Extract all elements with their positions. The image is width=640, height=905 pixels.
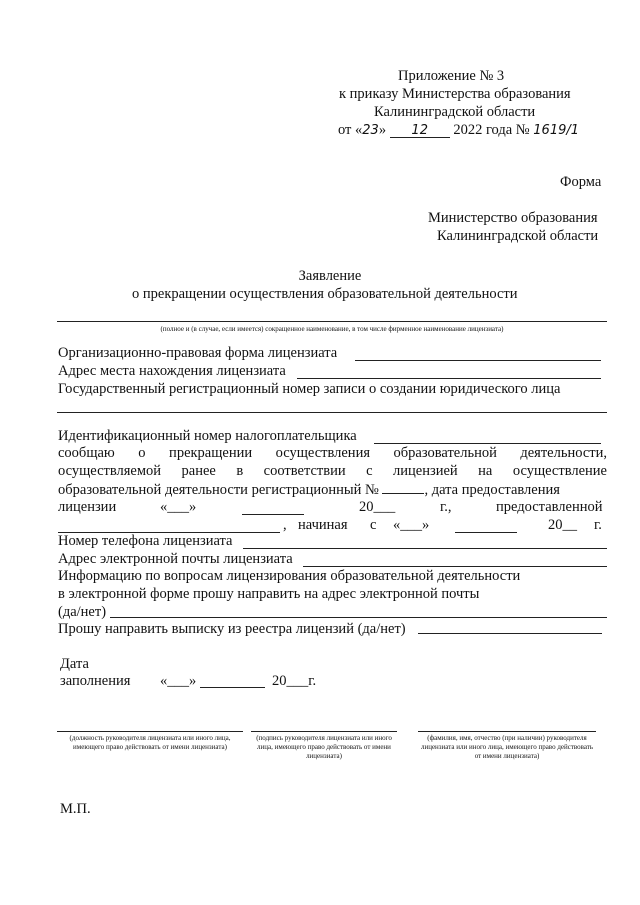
legal-form-line xyxy=(355,360,601,361)
fill-date-label2: заполнения xyxy=(60,673,131,689)
order-number: 1619/1 xyxy=(533,123,580,138)
position-line xyxy=(57,731,243,732)
start-year: 20__ xyxy=(548,517,577,533)
licensee-name-line xyxy=(57,321,607,322)
signature-caption: (подпись руководителя лицензиата или иного лица, имеющего право действовать от имени лицензиата) xyxy=(256,734,392,760)
inn-line xyxy=(374,443,601,444)
header-appendix: Приложение № 3 xyxy=(398,68,505,84)
license-year: 20___ xyxy=(359,499,396,515)
addressee-line2: Калининградской области xyxy=(437,228,599,244)
email-label: Адрес электронной почты лицензиата xyxy=(58,551,293,567)
paragraph-line3 xyxy=(58,481,560,499)
inn-label: Идентификационный номер налогоплательщика xyxy=(58,428,357,444)
fill-date-quote: «___» xyxy=(160,673,197,689)
extract-label: Прошу направить выписку из реестра лицензий (да/нет) xyxy=(58,621,406,637)
reg-number-label: образовательной деятельности регистрационный № xyxy=(58,482,379,498)
ogrn-line xyxy=(57,412,607,413)
paragraph-line2: осуществляемой ранее в соответствии с лицензией на осуществление xyxy=(58,463,607,479)
starting-from: с xyxy=(370,517,377,533)
reg-number-field xyxy=(382,481,424,494)
fill-date-year: 20___г. xyxy=(272,673,317,689)
doc-subtitle: о прекращении осуществления образовательной деятельности xyxy=(132,286,518,302)
info-line1: Информацию по вопросам лицензирования образовательной деятельности xyxy=(58,568,521,584)
header-region: Калининградской области xyxy=(374,104,536,120)
address-label: Адрес места нахождения лицензиата xyxy=(58,363,286,379)
license-label: лицензии xyxy=(58,499,117,515)
phone-label: Номер телефона лицензиата xyxy=(58,533,233,549)
provided-label: предоставленной xyxy=(496,499,603,515)
license-day-quote: «___» xyxy=(160,499,197,515)
license-year-suffix: г., xyxy=(440,499,452,515)
form-label: Форма xyxy=(560,174,602,190)
position-caption: (должность руководителя лицензиата или иного лица, имеющего право действовать от имени лицензиата) xyxy=(69,734,231,751)
legal-form-label: Организационно-правовая форма лицензиата xyxy=(58,345,338,361)
fullname-line xyxy=(418,731,596,732)
extract-answer-line xyxy=(418,633,602,634)
date-month-field xyxy=(390,122,450,138)
start-month-line xyxy=(455,532,517,533)
signature-line xyxy=(251,731,397,732)
info-answer-line xyxy=(110,617,607,618)
date-day: 23 xyxy=(362,123,379,138)
paragraph-line1: сообщаю о прекращении осуществления образовательной деятельности, xyxy=(58,445,607,461)
addressee-line1: Министерство образования xyxy=(428,210,598,226)
address-line xyxy=(297,378,601,379)
date-month: 12 xyxy=(411,123,428,138)
fill-date-month-line xyxy=(200,687,265,688)
info-line3: (да/нет) xyxy=(58,604,107,620)
date-prefix: от « xyxy=(338,122,363,138)
info-line2: в электронной форме прошу направить на адрес электронной почты xyxy=(58,586,480,602)
fill-date-label1: Дата xyxy=(60,656,89,672)
issue-date-label: , дата предоставления xyxy=(424,482,560,498)
email-line xyxy=(303,566,607,567)
starting-label: начиная xyxy=(298,517,348,533)
provider-comma: , xyxy=(283,517,287,533)
stamp-label: М.П. xyxy=(60,801,91,817)
start-year-suffix: г. xyxy=(594,517,602,533)
header-order: к приказу Министерства образования xyxy=(339,86,571,102)
licensee-name-caption: (полное и (в случае, если имеется) сокращенное наименование, в том числе фирменное наименование лицензиата) xyxy=(160,325,504,333)
header-date-line: от «23» 12 2022 года № 1619/1 xyxy=(338,122,580,138)
license-month-line xyxy=(242,514,304,515)
phone-line xyxy=(243,548,607,549)
date-year: 2022 года № xyxy=(453,122,530,138)
ogrn-label: Государственный регистрационный номер записи о создании юридического лица xyxy=(58,381,561,397)
fullname-caption: (фамилия, имя, отчество (при наличии) руководителя лицензиата или иного лица, имеющего право действовать от имени лицензиата) xyxy=(420,734,594,760)
doc-title: Заявление xyxy=(298,268,362,284)
start-day-quote: «___» xyxy=(393,517,430,533)
